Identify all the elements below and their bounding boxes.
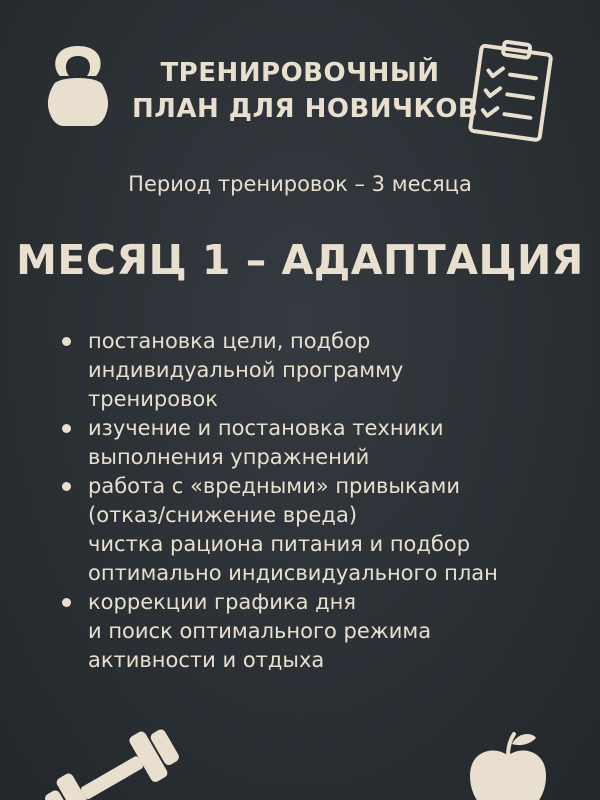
list-item-line: активности и отдыха (88, 648, 325, 672)
apple-icon (458, 730, 558, 800)
training-period-subtitle: Период тренировок – 3 месяца (128, 172, 472, 196)
clipboard-checklist-icon (462, 38, 562, 142)
title-line-2: ПЛАН ДЛЯ НОВИЧКОВ (132, 94, 479, 124)
bullet (62, 482, 71, 491)
list-item (62, 414, 572, 472)
list-item-line: индивидуальной программу (88, 358, 404, 382)
list-item-line: тренировок (88, 387, 218, 411)
title-line-1: ТРЕНИРОВОЧНЫЙ (160, 58, 440, 88)
kettlebell-icon (38, 38, 118, 130)
list-item-line: изучение и постановка техники (88, 416, 444, 440)
list-item (62, 588, 572, 675)
list-item-line: работа с «вредными» привыками (88, 474, 461, 498)
bullet (62, 337, 71, 346)
dumbbell-icon (36, 716, 186, 800)
page-title (132, 55, 479, 127)
list-item-line: чистка рациона питания и подбор (88, 532, 471, 556)
list-item (62, 472, 572, 588)
month-items-list (62, 327, 572, 675)
list-item (62, 327, 572, 414)
month-heading: МЕСЯЦ 1 – АДАПТАЦИЯ (16, 236, 584, 284)
list-item-line: оптимально индисвидуального план (88, 561, 498, 585)
bullet (62, 598, 71, 607)
list-item-line: коррекции графика дня (88, 590, 357, 614)
list-item-line: и поиск оптимального режима (88, 619, 432, 643)
bullet (62, 424, 71, 433)
list-item-line: выполнения упражнений (88, 445, 370, 469)
list-item-line: (отказ/снижение вреда) (88, 503, 358, 527)
list-item-line: постановка цели, подбор (88, 329, 371, 353)
